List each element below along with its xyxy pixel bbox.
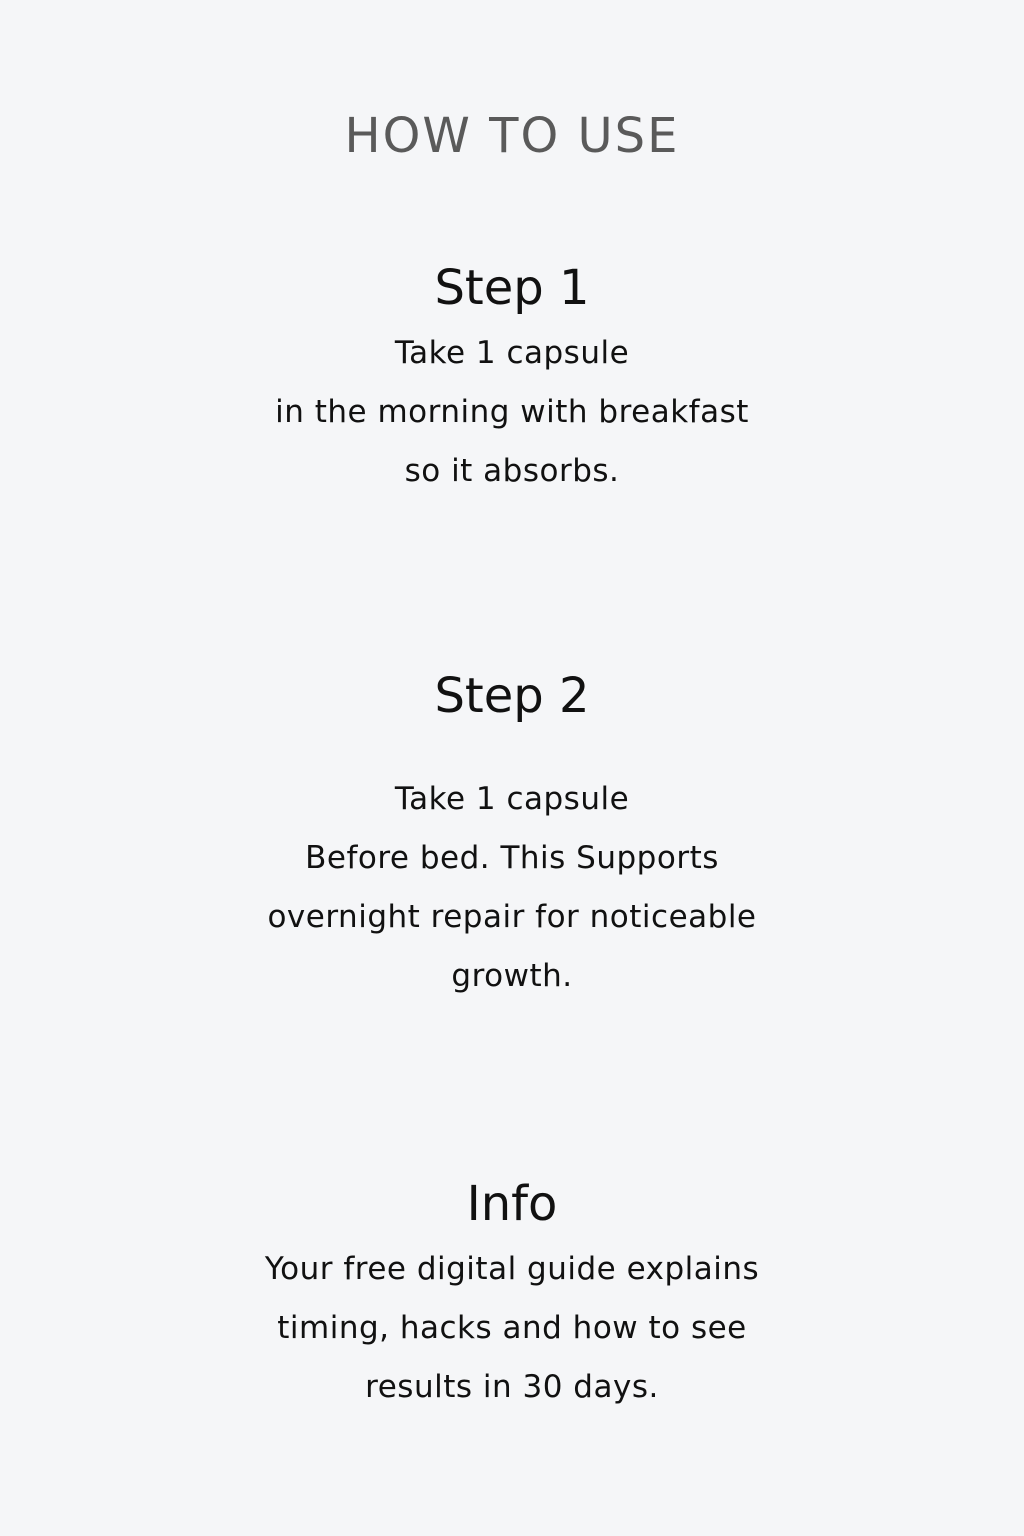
info-block [0, 1174, 1024, 1417]
info-description [0, 1240, 1024, 1417]
info-title: Info [466, 1176, 558, 1232]
info-line: results in 30 days. [365, 1369, 659, 1405]
step-2-line: overnight repair for noticeable [267, 899, 757, 935]
info-line: timing, hacks and how to see [277, 1310, 747, 1346]
step-2-line: Take 1 capsule [394, 781, 630, 817]
info-line: Your free digital guide explains [264, 1251, 760, 1287]
section-title: HOW TO USE [344, 108, 680, 164]
step-1-line: Take 1 capsule [394, 335, 630, 371]
step-1-line: so it absorbs. [404, 453, 620, 489]
step-2-block [0, 666, 1024, 1006]
step-1-title: Step 1 [434, 260, 590, 316]
step-2-line: Before bed. This Supports [305, 840, 719, 876]
step-1-line: in the morning with breakfast [275, 394, 749, 430]
step-1-block [0, 258, 1024, 501]
step-1-description [0, 324, 1024, 501]
step-2-description [0, 770, 1024, 1006]
step-2-line: growth. [451, 958, 573, 994]
step-2-title: Step 2 [434, 668, 590, 724]
